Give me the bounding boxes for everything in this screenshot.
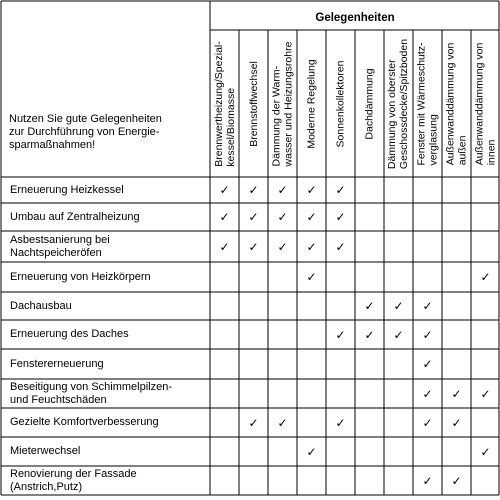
check-mark: ✓ bbox=[451, 387, 462, 401]
column-header-line: Brennstoffwechsel bbox=[247, 60, 260, 147]
check-mark: ✓ bbox=[364, 328, 375, 342]
check-mark: ✓ bbox=[480, 270, 491, 284]
check-mark: ✓ bbox=[422, 357, 433, 371]
check-mark: ✓ bbox=[277, 183, 288, 197]
column-header-line: Dachdämmung bbox=[363, 67, 376, 140]
row-label-line: Umbau auf Zentralheizung bbox=[10, 211, 140, 223]
row-label bbox=[10, 381, 172, 407]
check-mark: ✓ bbox=[306, 270, 317, 284]
row-label bbox=[10, 271, 151, 284]
gelegenheiten-header: Gelegenheiten bbox=[315, 12, 395, 24]
check-mark: ✓ bbox=[335, 210, 346, 224]
row-label-line: Dachausbau bbox=[10, 300, 72, 312]
check-mark: ✓ bbox=[393, 299, 404, 313]
check-mark: ✓ bbox=[480, 445, 491, 459]
column-header-line: Sonnenkollektoren bbox=[334, 60, 347, 147]
column-header-line: Brennwertheizung/Spezial- bbox=[212, 40, 225, 167]
check-mark: ✓ bbox=[335, 240, 346, 254]
column-header-line: Außenwanddämmung von bbox=[473, 42, 486, 165]
row-label-line: Nachtspeicheröfen bbox=[10, 247, 102, 259]
column-header bbox=[210, 30, 239, 177]
intro-text bbox=[9, 113, 162, 152]
check-mark: ✓ bbox=[364, 299, 375, 313]
check-mark: ✓ bbox=[422, 387, 433, 401]
column-header bbox=[268, 30, 297, 177]
check-mark: ✓ bbox=[277, 210, 288, 224]
column-header-line: Moderne Regelung bbox=[305, 58, 318, 149]
row-label-line: und Feuchtschäden bbox=[10, 394, 107, 406]
column-header-line: Außenwanddämmung von bbox=[444, 42, 457, 165]
row-label bbox=[10, 211, 140, 224]
check-mark: ✓ bbox=[306, 210, 317, 224]
check-mark: ✓ bbox=[277, 416, 288, 430]
row-label-line: Beseitigung von Schimmelpilzen- bbox=[10, 381, 173, 393]
check-mark: ✓ bbox=[219, 183, 230, 197]
intro-line: zur Durchführung von Energie- bbox=[9, 126, 160, 138]
check-mark: ✓ bbox=[422, 328, 433, 342]
check-mark: ✓ bbox=[422, 474, 433, 488]
column-header-line: Geschossdecke/Spitzboden bbox=[398, 38, 411, 169]
row-label-line: Asbestsanierung bei bbox=[10, 234, 110, 246]
row-label-line: (Anstrich,Putz) bbox=[10, 481, 83, 493]
check-mark: ✓ bbox=[248, 240, 259, 254]
column-header-line: innen bbox=[485, 139, 498, 165]
column-header bbox=[326, 30, 355, 177]
column-header bbox=[355, 30, 384, 177]
check-mark: ✓ bbox=[219, 240, 230, 254]
row-label bbox=[10, 328, 129, 341]
check-mark: ✓ bbox=[219, 210, 230, 224]
column-header-line: außen bbox=[456, 135, 469, 165]
check-mark: ✓ bbox=[451, 416, 462, 430]
row-label-line: Fenstererneuerung bbox=[10, 358, 104, 370]
intro-line: sparmaßnahmen! bbox=[9, 139, 96, 151]
row-label bbox=[10, 416, 159, 429]
check-mark: ✓ bbox=[393, 328, 404, 342]
check-mark: ✓ bbox=[248, 416, 259, 430]
column-header-line: wasser und Heizungsrohre bbox=[282, 41, 295, 166]
row-label bbox=[10, 445, 80, 458]
row-label bbox=[10, 358, 104, 371]
check-mark: ✓ bbox=[335, 416, 346, 430]
column-header bbox=[442, 30, 471, 177]
column-header bbox=[384, 30, 413, 177]
check-mark: ✓ bbox=[306, 240, 317, 254]
check-mark: ✓ bbox=[306, 183, 317, 197]
row-label-line: Erneuerung von Heizkörpern bbox=[10, 271, 151, 283]
check-mark: ✓ bbox=[335, 183, 346, 197]
row-label-line: Erneuerung des Daches bbox=[10, 328, 129, 340]
check-mark: ✓ bbox=[248, 210, 259, 224]
row-label-line: Erneuerung Heizkessel bbox=[10, 184, 124, 196]
check-mark: ✓ bbox=[277, 240, 288, 254]
column-header-line: verglasung bbox=[427, 113, 440, 166]
column-header-line: kessel/Biomasse bbox=[224, 87, 237, 167]
column-header bbox=[297, 30, 326, 177]
column-header-line: Dämmung von oberster bbox=[386, 58, 399, 169]
column-header bbox=[239, 30, 268, 177]
column-header-line: Fenster mit Wärmeschutz- bbox=[415, 41, 428, 166]
check-mark: ✓ bbox=[480, 387, 491, 401]
row-label-line: Mieterwechsel bbox=[10, 445, 81, 457]
intro-line: Nutzen Sie gute Gelegenheiten bbox=[9, 113, 162, 125]
check-mark: ✓ bbox=[422, 299, 433, 313]
check-mark: ✓ bbox=[335, 328, 346, 342]
column-header-line: Dämmung der Warm- bbox=[270, 65, 283, 166]
row-label bbox=[10, 300, 72, 313]
row-label bbox=[10, 184, 124, 197]
row-label-line: Gezielte Komfortverbesserung bbox=[10, 416, 159, 428]
column-header bbox=[471, 30, 499, 177]
check-mark: ✓ bbox=[248, 183, 259, 197]
check-mark: ✓ bbox=[422, 416, 433, 430]
row-label-line: Renovierung der Fassade bbox=[10, 468, 137, 480]
row-label bbox=[10, 468, 137, 494]
column-header bbox=[413, 30, 442, 177]
check-mark: ✓ bbox=[451, 474, 462, 488]
check-mark: ✓ bbox=[306, 445, 317, 459]
row-label bbox=[10, 234, 110, 260]
